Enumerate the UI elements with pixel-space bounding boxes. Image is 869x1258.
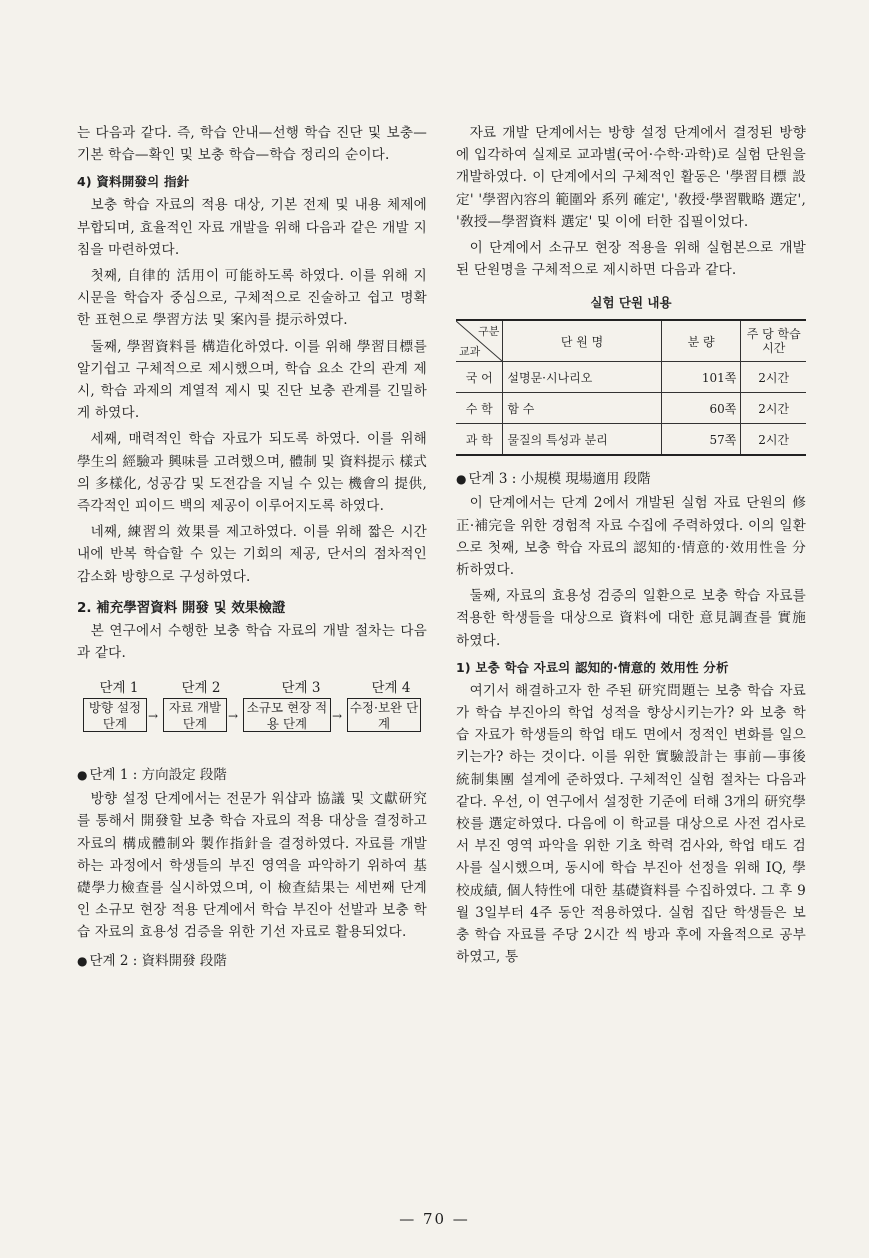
cell-subject: 수 학 <box>456 393 503 424</box>
arrow-icon: → <box>228 709 239 724</box>
stage-1-label: 단계 1 <box>99 680 139 697</box>
table-corner-cell <box>456 320 503 362</box>
stage-2-heading <box>77 950 427 972</box>
cell-amount: 101쪽 <box>661 362 741 393</box>
stage-2-box: 자료 개발 단계 <box>163 698 227 732</box>
cell-time: 2시간 <box>741 424 806 456</box>
right-paragraph-2: 이 단계에서 소규모 현장 적용을 위해 실험본으로 개발된 단원명을 구체적으로 제시하면 다음과 같다. <box>456 240 806 279</box>
corner-bottom-label: 교과 <box>459 345 481 359</box>
cell-subject: 국 어 <box>456 362 503 393</box>
left-paragraph-6: 네째, 練習의 效果를 제고하였다. 이를 위해 짧은 시간 내에 반복 학습할 수 있는 기회의 제공, 단서의 점차적인 감소화 방향으로 구성하였다. <box>77 524 427 585</box>
heading-development-guidelines: 4) 資料開發의 指針 <box>77 174 190 190</box>
bullet-icon: ● <box>77 953 88 968</box>
procedure-flow-diagram <box>77 676 427 758</box>
arrow-icon: → <box>148 709 159 724</box>
left-paragraph-8: 방향 설정 단계에서는 전문가 워샵과 協議 및 文獻研究를 통해서 開發할 보충 학습 자료의 적용 대상을 결정하고 자료의 構成體制와 製作指針을 결정하였다. 자료를 개발하는 과정에서 학생들의 부진 영역을 파악하기 위하여 基礎學力檢查를 실시하였으며, 이 檢查結果는 세번째 단계인 소규모 현장 적용 단계에서 학습 부진아 선발과 보충 학습 자료의 효용성 검증을 위한 기선 자료로 활용되었다. <box>77 791 427 941</box>
table-title: 실험 단원 내용 <box>590 295 672 311</box>
bullet-icon: ● <box>456 472 467 487</box>
heading-section-2: 2. 補充學習資料 開發 및 效果檢證 <box>77 599 286 616</box>
right-paragraph-3: 이 단계에서는 단계 2에서 개발된 실험 자료 단원의 修正·補完을 위한 경험적 자료 수집에 주력하였다. 이의 일환으로 첫째, 보충 학습 자료의 認知的·情意的·效用性을 分析하였다. <box>456 495 806 579</box>
stage-3-box: 소규모 현장 적용 단계 <box>243 698 331 732</box>
table-row <box>456 424 806 456</box>
stage-2-heading-text: 단계 2 : 資料開發 段階 <box>89 952 227 969</box>
header-unit-name: 단 원 명 <box>503 320 661 362</box>
stage-1-heading-text: 단계 1 : 方向設定 段階 <box>89 767 227 784</box>
stage-3-heading-text: 단계 3 : 小規模 現場適用 段階 <box>468 471 651 488</box>
stage-2-label: 단계 2 <box>181 680 221 697</box>
header-amount: 분 량 <box>661 320 741 362</box>
stage-1-box: 방향 설정 단계 <box>83 698 147 732</box>
cell-unit: 설명문·시나리오 <box>503 362 661 393</box>
corner-top-label: 구분 <box>478 325 500 339</box>
table-row <box>456 362 806 393</box>
left-paragraph-4: 둘째, 學習資料를 構造化하였다. 이를 위해 學習目標를 알기쉽고 구체적으로 제시했으며, 학습 요소 간의 관계 제시, 학습 과제의 계열적 제시 및 진단 보충 관계를 긴밀하게 하였다. <box>77 338 427 422</box>
cell-subject: 과 학 <box>456 424 503 456</box>
stage-3-label: 단계 3 <box>281 680 321 697</box>
left-paragraph-5: 세째, 매력적인 학습 자료가 되도록 하였다. 이를 위해 學生의 經驗과 興味를 고려했으며, 體制 및 資料提示 樣式의 多樣化, 성공감 및 도전감을 지닐 수 있는 機會의 提供, 즉각적인 피이드 백의 제공이 이루어지도록 하였다. <box>77 431 427 515</box>
right-paragraph-5: 여기서 해결하고자 한 주된 研究問題는 보충 학습 자료가 학습 부진아의 학업 성적을 향상시키는가? 와 보충 학습 자료가 학생들의 학업 태도 면에서 정적인 변화를 일으키는가? 하는 것이다. 이를 위한 實驗設計는 事前—事後 統制集團 설계에 준하였다. 구체적인 실험 절차는 다음과 같다. 우선, 이 연구에서 설정한 기준에 터해 3개의 研究學校를 選定하였다. 다음에 이 학교를 대상으로 사전 검사로서 부진 영역 파악을 위한 기초 학력 검사와, 학업 태도 검사를 실시했으며, 동시에 학습 부진아 선정을 위해 IQ, 學校成績, 個人特性에 대한 基礎資料를 수집하였다. 그 후 9월 3일부터 4주 동안 적용하였다. 실험 집단 학생들은 보충 학습 자료를 주당 2시간 씩 방과 후에 자율적으로 공부하였고, 통 <box>456 682 806 966</box>
stage-4-label: 단계 4 <box>371 680 411 697</box>
heading-effectiveness-analysis: 1) 보충 학습 자료의 認知的·情意的 效用性 分析 <box>456 659 729 675</box>
cell-time: 2시간 <box>741 393 806 424</box>
header-weekly-time: 주 당 학습시간 <box>741 320 806 362</box>
experimental-unit-table <box>456 319 806 456</box>
table-header-row <box>456 320 806 362</box>
arrow-icon: → <box>332 709 343 724</box>
cell-unit: 물질의 특성과 분리 <box>503 424 661 456</box>
cell-time: 2시간 <box>741 362 806 393</box>
left-paragraph-1: 는 다음과 같다. 즉, 학습 안내—선행 학습 진단 및 보충—기본 학습—확인 및 보충 학습—학습 정리의 순이다. <box>77 125 427 164</box>
left-column <box>77 122 427 974</box>
table-row <box>456 393 806 424</box>
right-paragraph-4: 둘째, 자료의 효용성 검증의 일환으로 보충 학습 자료를 적용한 학생들을 대상으로 資料에 대한 意見調查를 實施하였다. <box>456 588 806 649</box>
cell-unit: 함 수 <box>503 393 661 424</box>
cell-amount: 60쪽 <box>661 393 741 424</box>
page-number: — 70 — <box>399 1210 470 1228</box>
stage-3-heading <box>456 468 806 490</box>
right-column <box>456 122 806 968</box>
bullet-icon: ● <box>77 768 88 783</box>
left-paragraph-7: 본 연구에서 수행한 보충 학습 자료의 개발 절차는 다음과 같다. <box>77 622 427 662</box>
left-paragraph-3: 첫째, 自律的 活用이 可能하도록 하였다. 이를 위해 지시문을 학습자 중심으로, 구체적으로 진술하고 쉽고 명확한 표현으로 學習方法 및 案內를 提示하였다. <box>77 268 427 329</box>
cell-amount: 57쪽 <box>661 424 741 456</box>
right-paragraph-1: 자료 개발 단계에서는 방향 설정 단계에서 결정된 방향에 입각하여 실제로 교과별(국어·수학·과학)로 실험 단원을 개발하였다. 이 단계에서의 구체적인 활동은 '學習目標 設定' '學習內容의 範圍와 系列 確定', '敎授·學習戰略 選定', '敎授—學習資料 選定' 및 이에 터한 집필이었다. <box>456 125 806 230</box>
stage-1-heading <box>77 764 427 786</box>
stage-4-box: 수정·보완 단계 <box>347 698 421 732</box>
left-paragraph-2: 보충 학습 자료의 적용 대상, 기본 전제 및 내용 체제에 부합되며, 효율적인 자료 개발을 위해 다음과 같은 개발 지침을 마련하였다. <box>77 197 427 258</box>
